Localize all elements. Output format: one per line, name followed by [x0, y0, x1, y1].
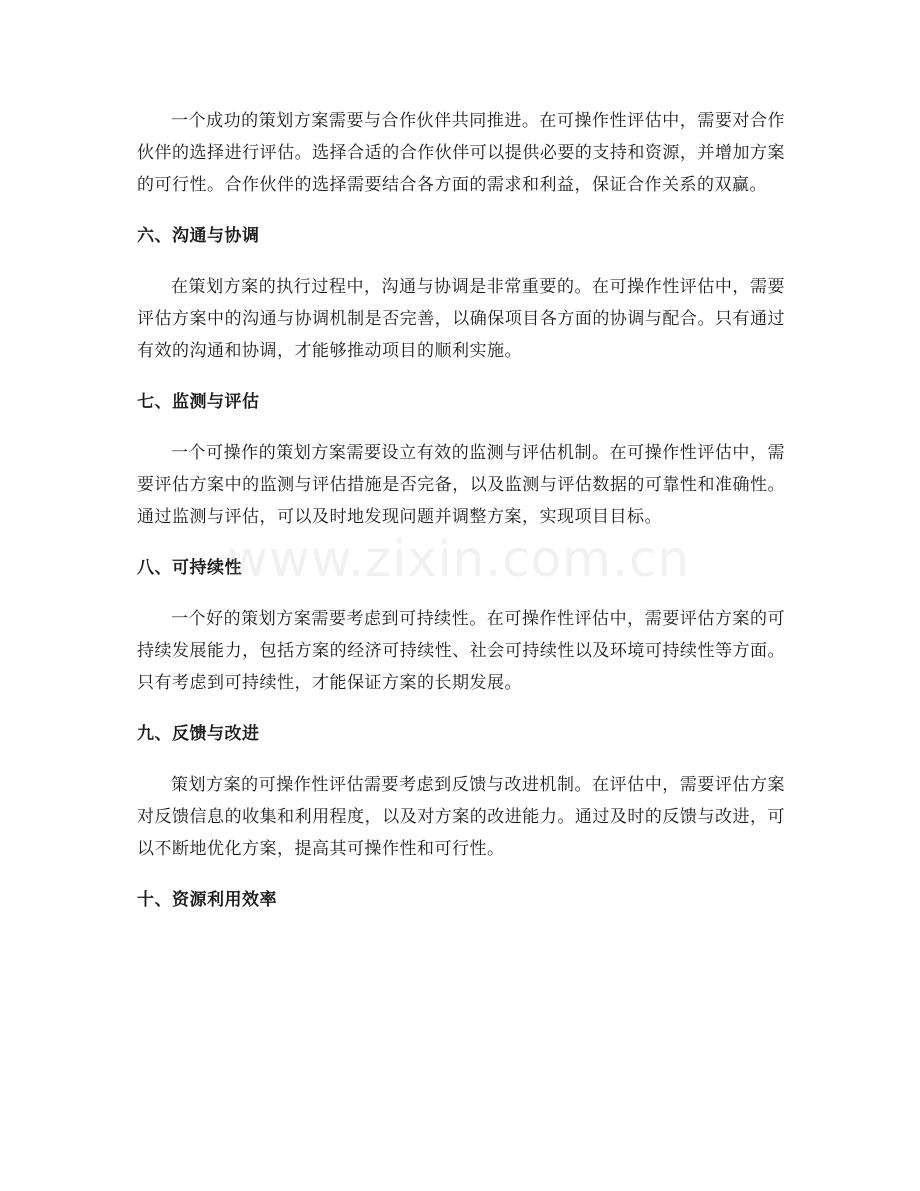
document-body [137, 105, 785, 935]
paragraph-communication: 在策划方案的执行过程中，沟通与协调是非常重要的。在可操作性评估中，需要评估方案中的沟通与协调机制是否完善，以确保项目各方面的协调与配合。只有通过有效的沟通和协调，才能够推动项目的顺利实施。 [137, 277, 785, 361]
section-heading-feedback: 九、反馈与改进 [137, 724, 260, 744]
section-heading-resource-efficiency: 十、资源利用效率 [137, 890, 277, 910]
section-heading-sustainability: 八、可持续性 [137, 558, 242, 578]
paragraph-feedback: 策划方案的可操作性评估需要考虑到反馈与改进机制。在评估中，需要评估方案对反馈信息的收集和利用程度，以及对方案的改进能力。通过及时的反馈与改进，可以不断地优化方案，提高其可操作性和可行性。 [137, 775, 785, 859]
paragraph-sustainability: 一个好的策划方案需要考虑到可持续性。在可操作性评估中，需要评估方案的可持续发展能力，包括方案的经济可持续性、社会可持续性以及环境可持续性等方面。只有考虑到可持续性，才能保证方案的长期发展。 [137, 609, 785, 693]
section-heading-monitoring: 七、监测与评估 [137, 392, 260, 412]
watermark: www.zixin.com.cn [227, 530, 691, 588]
paragraph-partner-selection: 一个成功的策划方案需要与合作伙伴共同推进。在可操作性评估中，需要对合作伙伴的选择进行评估。选择合适的合作伙伴可以提供必要的支持和资源，并增加方案的可行性。合作伙伴的选择需要结合各方面的需求和利益，保证合作关系的双赢。 [137, 111, 785, 195]
section-heading-communication: 六、沟通与协调 [137, 226, 260, 246]
paragraph-monitoring: 一个可操作的策划方案需要设立有效的监测与评估机制。在可操作性评估中，需要评估方案中的监测与评估措施是否完备，以及监测与评估数据的可靠性和准确性。通过监测与评估，可以及时地发现问题并调整方案，实现项目目标。 [137, 443, 785, 527]
